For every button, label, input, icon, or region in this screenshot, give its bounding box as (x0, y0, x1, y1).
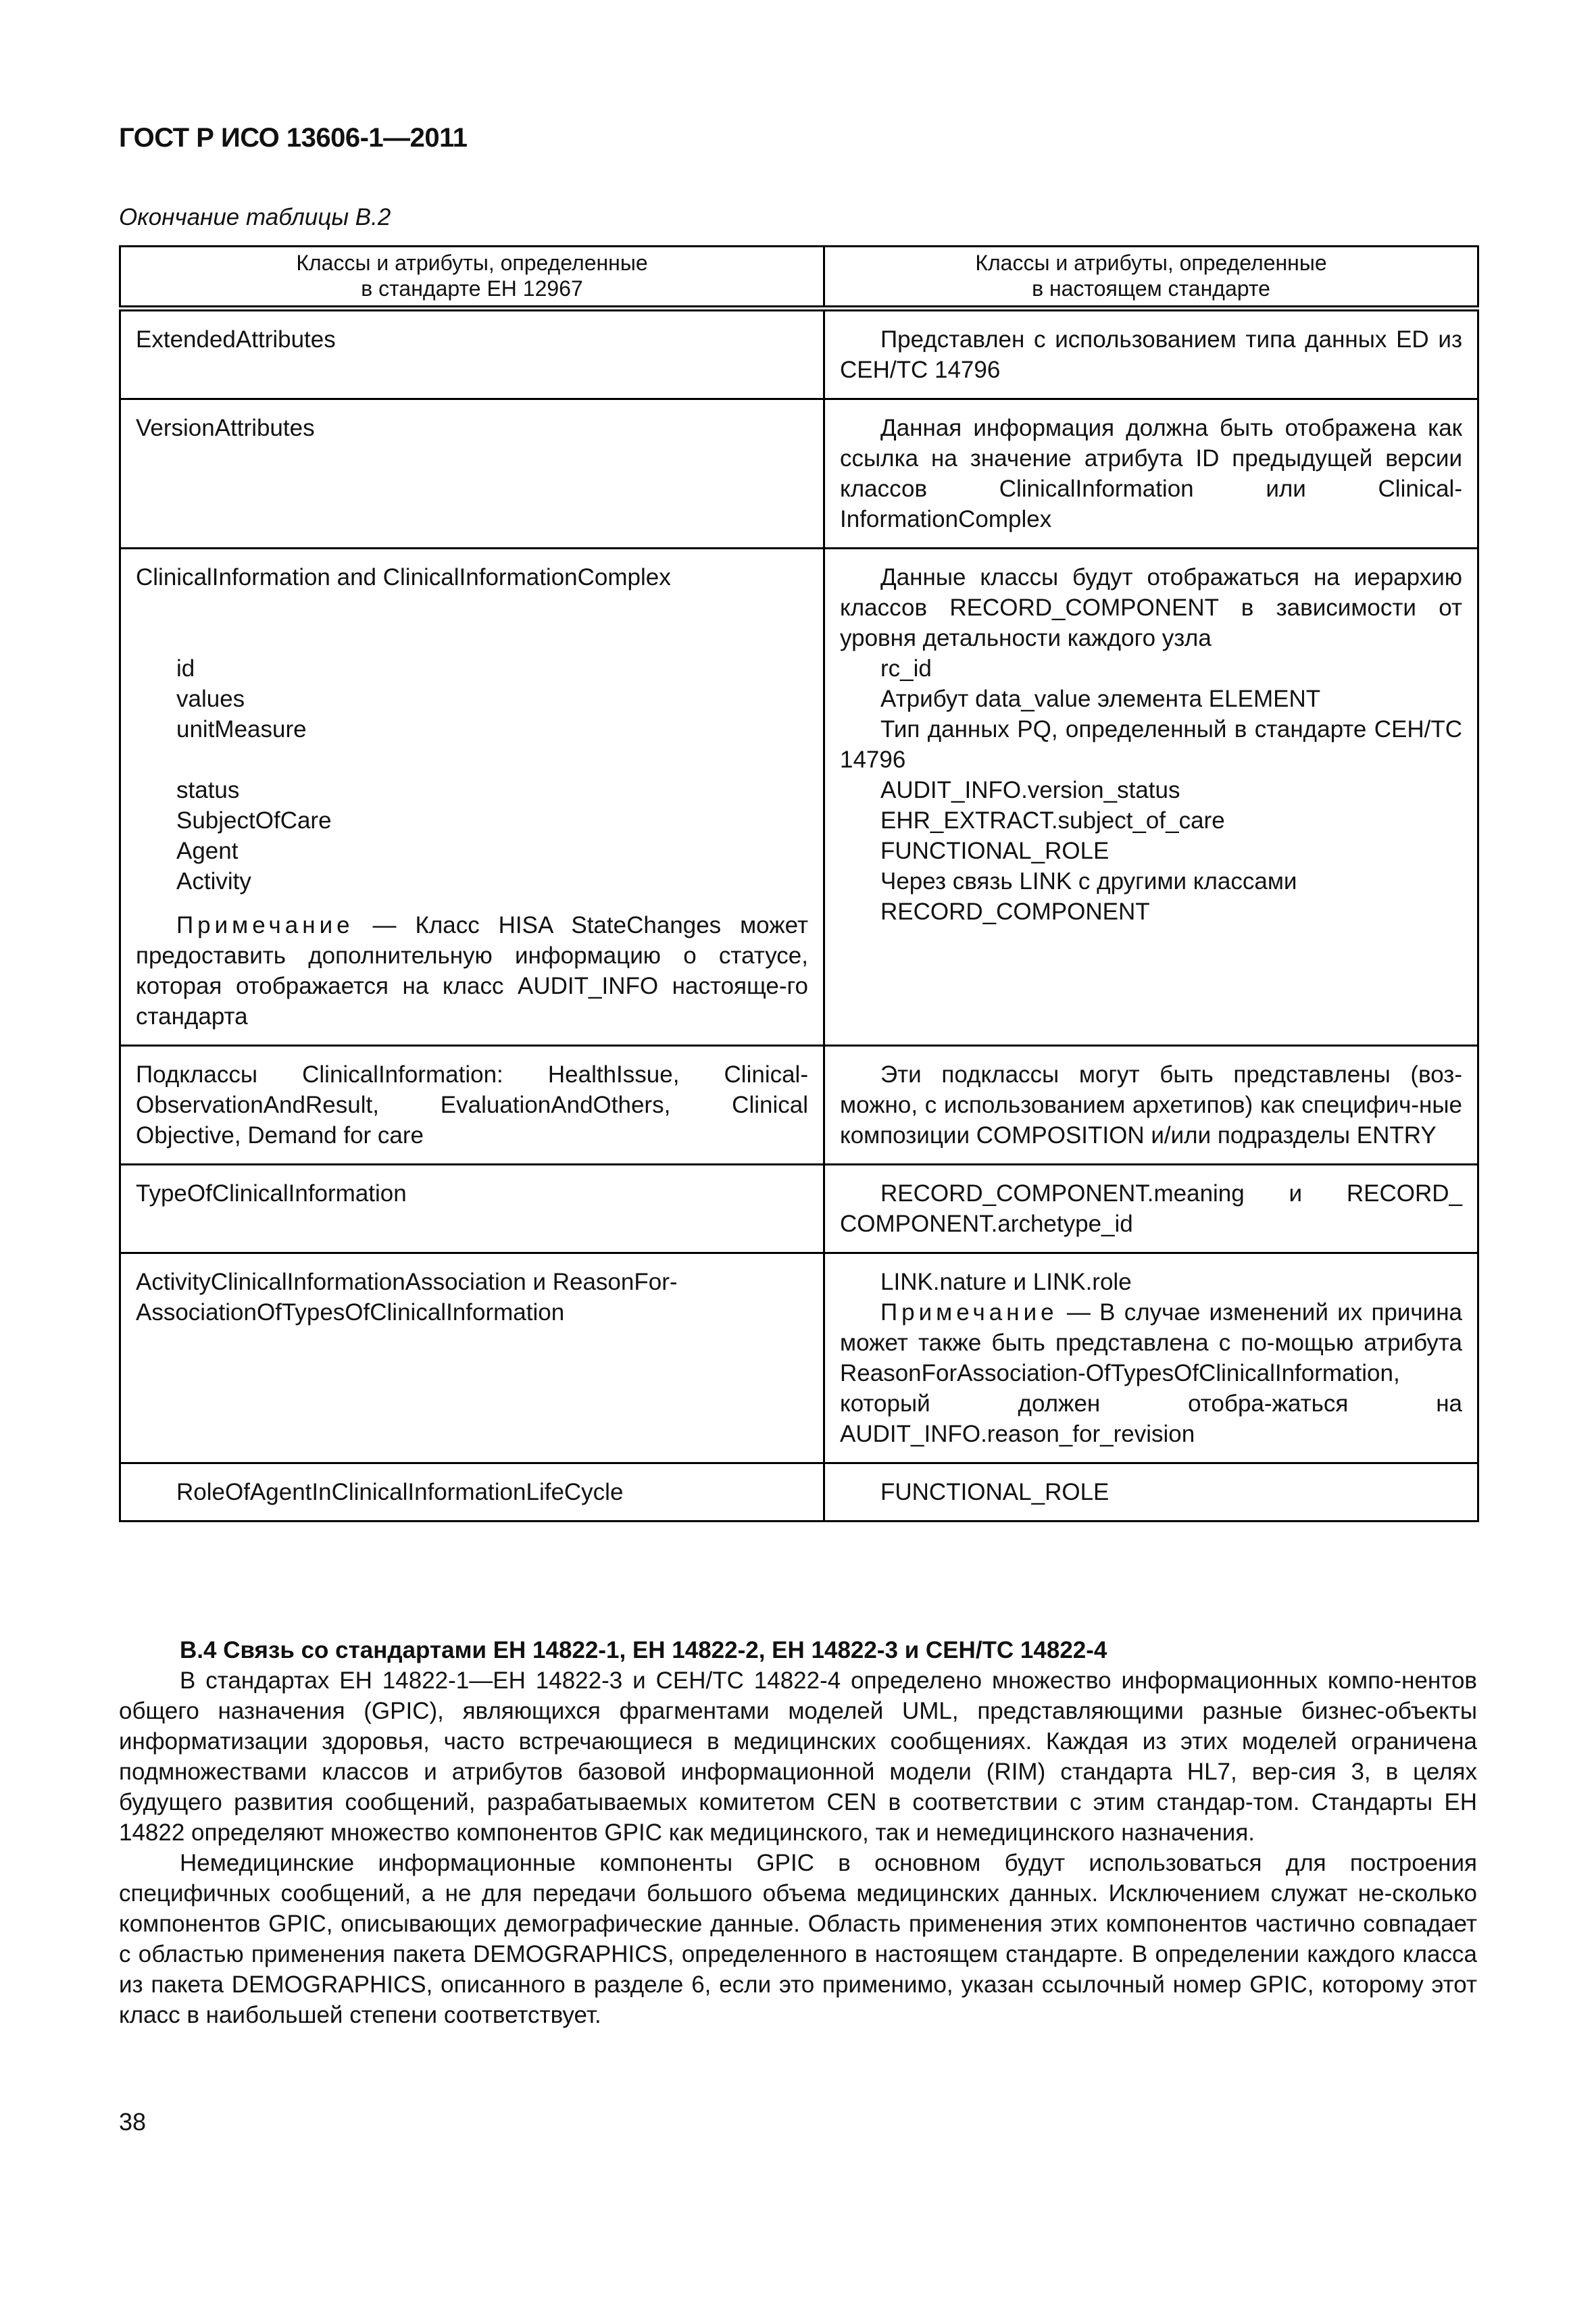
paragraph: В стандартах ЕН 14822-1—ЕН 14822-3 и CEH/TC 14822-4 определено множество информационных компо-нентов общего назначения (GPIC), являющихся фрагментами моделей UML, представляющими разные бизнес-объекты информатизации здоровья, часто встречающиеся в медицинских сообщениях. Каждая из этих моделей ограничена подмножествами классов и атрибутов базовой информационной модели (RIM) стандарта HL7, вер-сия 3, в целях будущего развития сообщений, разрабатываемых комитетом CEN в соответствии с этим стандар-том. Стандарты ЕН 14822 определяют множество компонентов GPIC как медицинского, так и немедицинского назначения. (119, 1667, 1477, 1846)
table-header-row (120, 247, 1478, 309)
table-row (120, 1463, 1478, 1521)
section-b4 (119, 1635, 1477, 2030)
table-cell-right: FUNCTIONAL_ROLE (824, 1463, 1478, 1521)
table-caption: Окончание таблицы В.2 (119, 204, 391, 230)
table-cell-left: RoleOfAgentInClinicalInformationLifeCycle (120, 1463, 824, 1521)
table-cell-left: VersionAttributes (120, 399, 824, 549)
note-text: — Класс HISA StateChanges может предоставить дополнительную информацию о статусе, которая отображается на класс AUDIT_INFO настояще-го стандарта (136, 912, 808, 1030)
mapping-item: Через связь LINK с другими классами (880, 868, 1297, 895)
table-row (120, 1253, 1478, 1463)
table-cell-right: Данная информация должна быть отображена как ссылка на значение атрибута ID предыдущей версии классов ClinicalInformation или Clinical-InformationComplex (824, 399, 1478, 549)
table-cell-left (120, 549, 824, 1046)
attribute-item: Activity (176, 868, 251, 895)
mapping-item: FUNCTIONAL_ROLE (880, 838, 1109, 864)
mapping-table (119, 245, 1479, 1522)
mapping-item: Тип данных PQ, определенный в стандарте CEH/TC 14796 (840, 716, 1462, 773)
column-header-this-standard: Классы и атрибуты, определенные в настоящем стандарте (824, 247, 1478, 309)
table-cell-right: RECORD_COMPONENT.meaning и RECORD_ COMPONENT.archetype_id (824, 1165, 1478, 1253)
table-row (120, 1165, 1478, 1253)
table-row (120, 1046, 1478, 1165)
column-header-en12967: Классы и атрибуты, определенные в стандарте ЕН 12967 (120, 247, 824, 309)
row-title: ClinicalInformation and ClinicalInformationComplex (136, 564, 671, 590)
mapping-item: EHR_EXTRACT.subject_of_care (880, 807, 1225, 834)
mapping-item: RECORD_COMPONENT (880, 899, 1150, 925)
note-label: Примечание (176, 912, 354, 938)
table-row (120, 309, 1478, 399)
section-title: В.4 Связь со стандартами ЕН 14822-1, ЕН 14822-2, ЕН 14822-3 и CEH/TC 14822-4 (180, 1637, 1107, 1663)
document-header: ГОСТ Р ИСО 13606-1—2011 (119, 123, 468, 153)
mapping-item: Атрибут data_value элемента ELEMENT (880, 686, 1321, 712)
table-cell-right: Данные классы будут отображаться на иерархию классов RECORD_COMPONENT в зависимости от уровня детальности каждого узла rc_id Атрибут data_value элемента ELEMENT Тип данных PQ, определенный в стандарте CEH/TC 14796 AUDIT_INFO.version_status EHR_EXTRACT.subject_of_care FUNCTIONAL_ROLE Через связь LINK с другими классами RECORD_COMPONENT (824, 549, 1478, 1046)
attribute-item: unitMeasure (176, 716, 307, 743)
table-cell-right: Эти подклассы могут быть представлены (воз-можно, с использованием архетипов) как специфич-ные композиции COMPOSITION и/или подразделы ENTRY (824, 1046, 1478, 1165)
table-note (136, 910, 808, 1032)
page-number: 38 (119, 2108, 147, 2136)
mapping-item: AUDIT_INFO.version_status (880, 777, 1180, 803)
attribute-item: id (176, 655, 195, 682)
table-cell-left: ExtendedAttributes (120, 309, 824, 399)
note-text: — В случае изменений их причина может также быть представлена с по-мощью атрибута ReasonForAssociation-OfTypesOfClinicalInformation, который должен отобра-жаться на AUDIT_INFO.reason_for_revision (840, 1299, 1462, 1447)
table-note (840, 1297, 1462, 1449)
mapping-item: rc_id (880, 655, 932, 682)
paragraph: Немедицинские информационные компоненты GPIC в основном будут использоваться для построения специфичных сообщений, а не для передачи большого объема медицинских данных. Исключением служат не-сколько компонентов GPIC, описывающих демографические данные. Область применения этих компонентов частично совпадает с областью применения пакета DEMOGRAPHICS, определенного в настоящем стандарте. В определении каждого класса из пакета DEMOGRAPHICS, описанного в разделе 6, если это применимо, указан ссылочный номер GPIC, которому этот класс в наибольшей степени соответствует. (119, 1850, 1477, 2028)
attribute-item: values (176, 686, 245, 712)
table-cell-left: ActivityClinicalInformationAssociation и ReasonFor-AssociationOfTypesOfClinicalInformation (120, 1253, 824, 1463)
note-label: Примечание (880, 1299, 1058, 1326)
table-cell-left: TypeOfClinicalInformation (120, 1165, 824, 1253)
table-cell-left: Подклассы ClinicalInformation: HealthIssue, Clinical-ObservationAndResult, EvaluationAndOthers, Clinical Objective, Demand for care (120, 1046, 824, 1165)
table-cell-right: Представлен с использованием типа данных ED из CEH/TC 14796 (824, 309, 1478, 399)
table-row (120, 399, 1478, 549)
attribute-item: Agent (176, 838, 239, 864)
table-row (120, 549, 1478, 1046)
attribute-item: SubjectOfCare (176, 807, 332, 834)
attribute-item: status (176, 777, 240, 803)
table-cell-right: LINK.nature и LINK.role Примечание — В случае изменений их причина может также быть представлена с по-мощью атрибута ReasonForAssociation-OfTypesOfClinicalInformation, который должен отобра-жаться на AUDIT_INFO.reason_for_revision (824, 1253, 1478, 1463)
